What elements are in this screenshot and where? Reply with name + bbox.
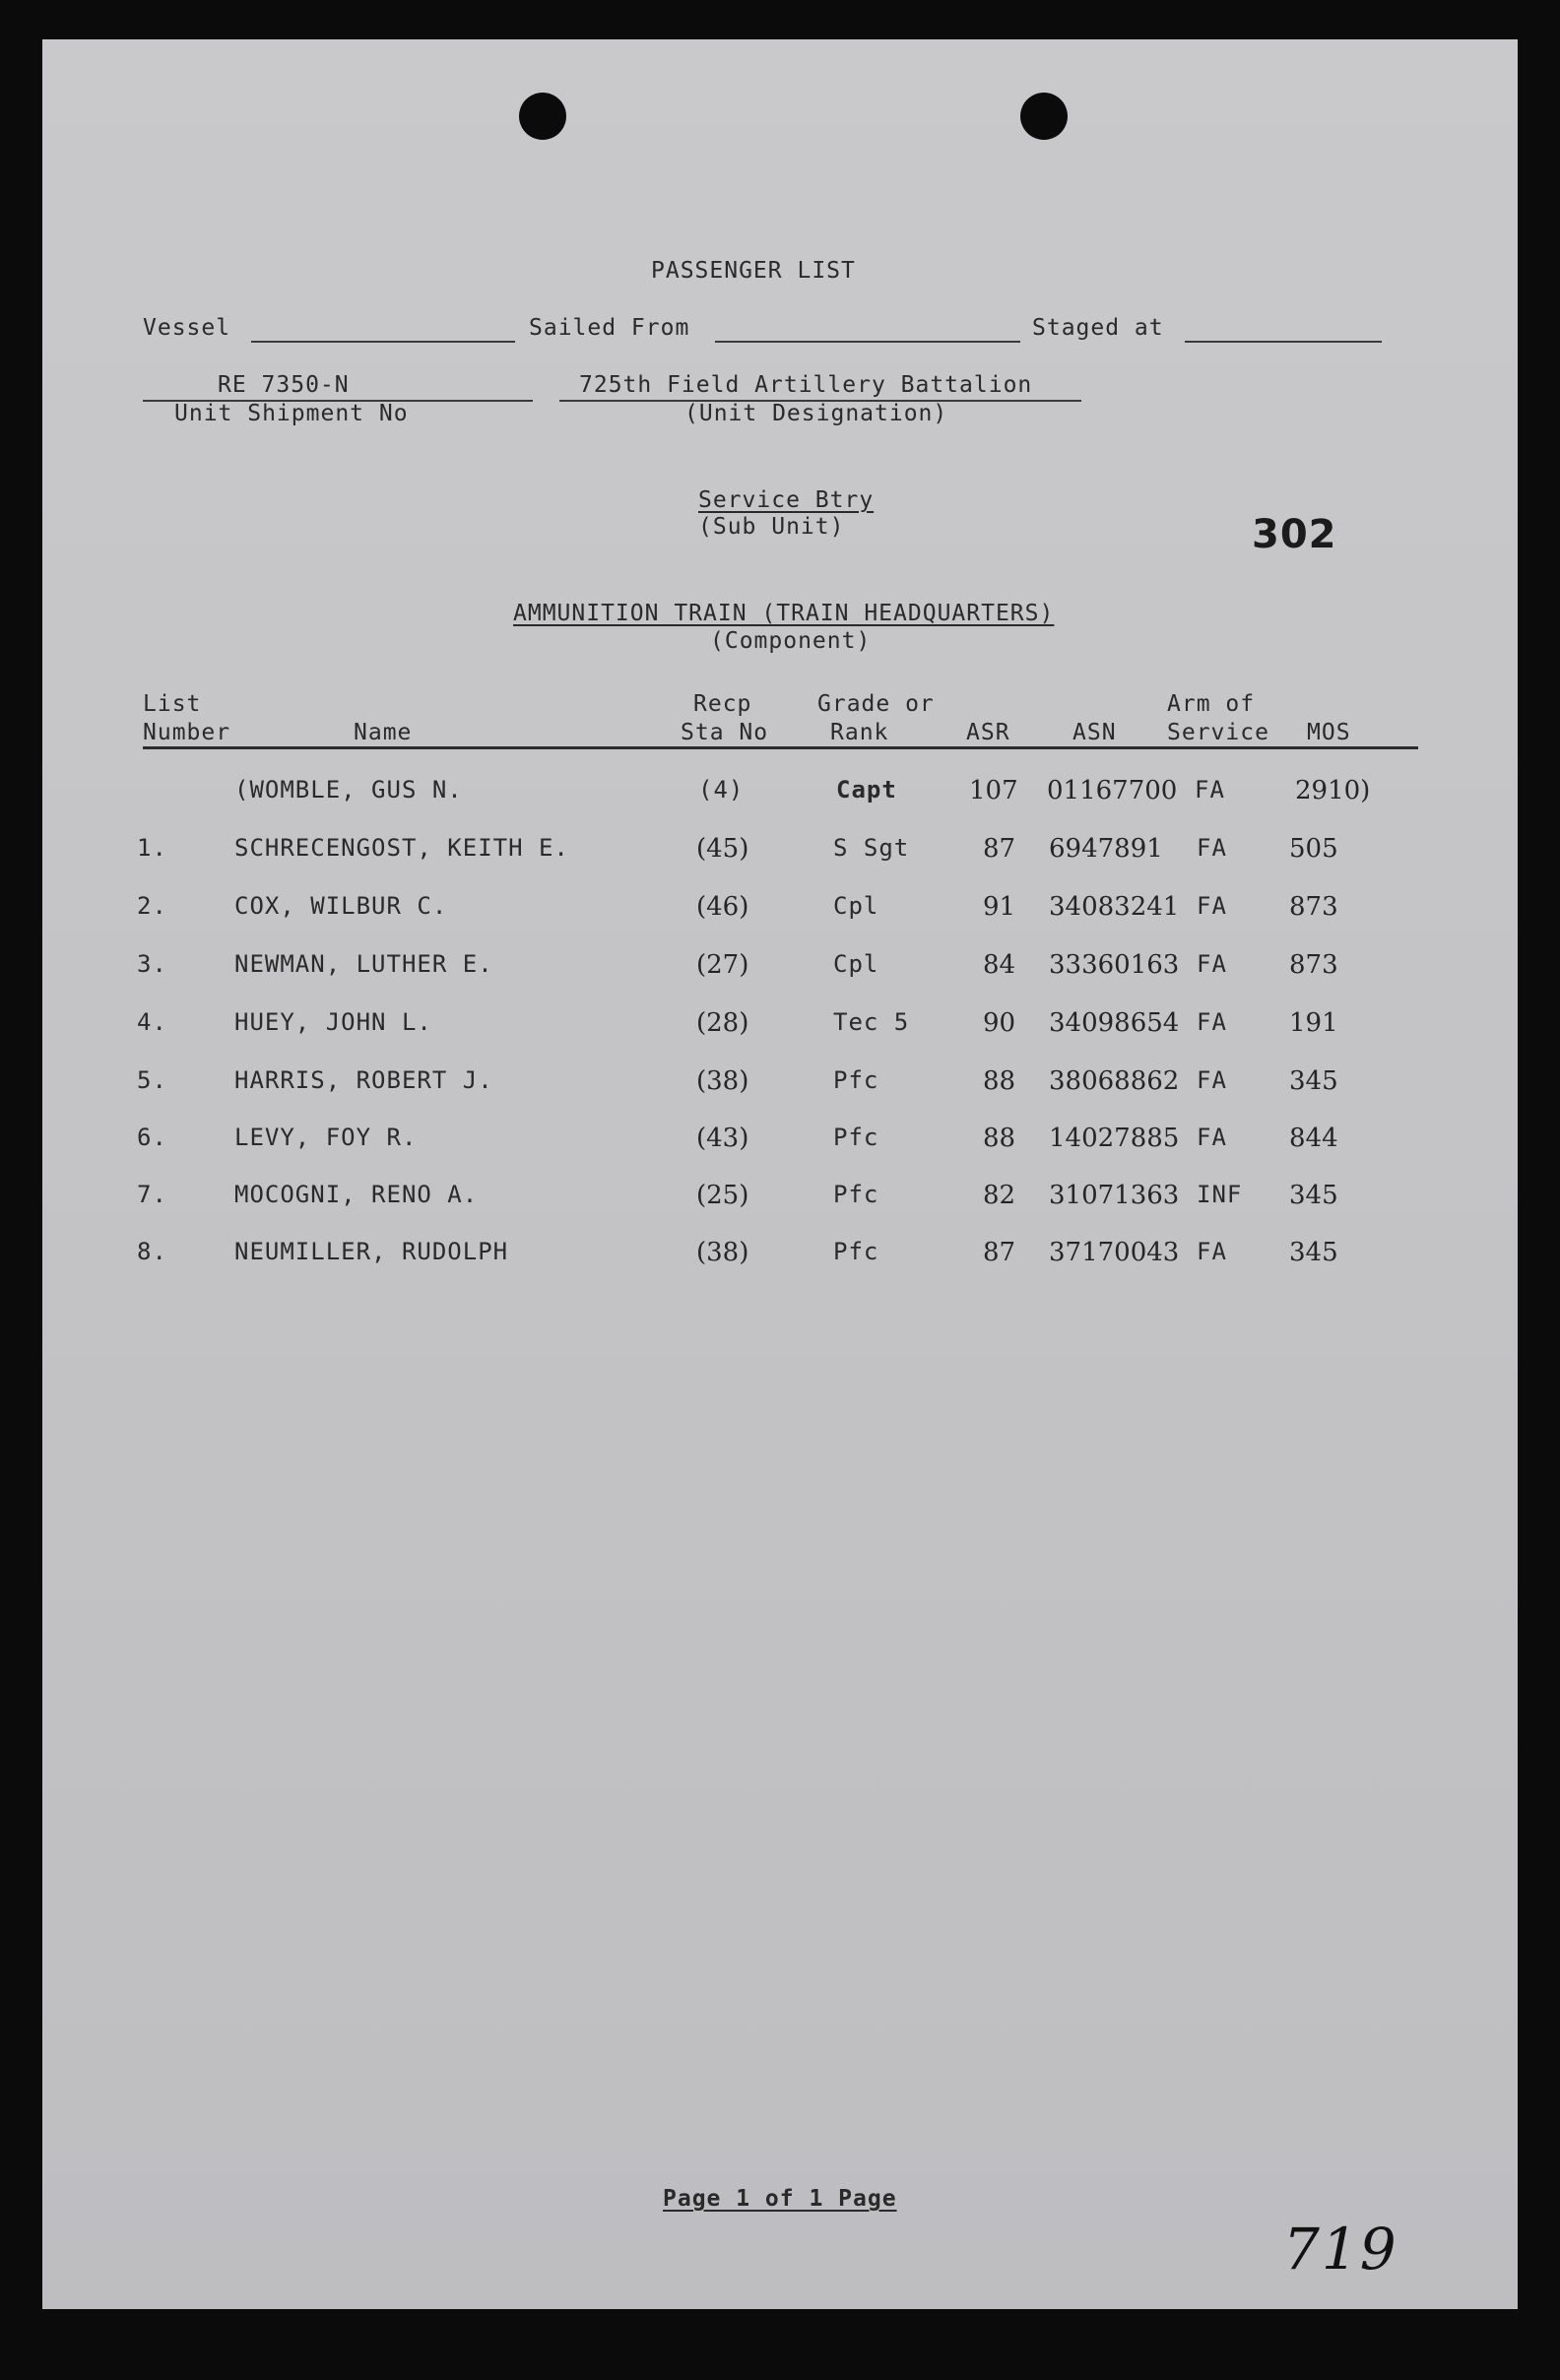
col-list-number-2: Number xyxy=(143,720,231,745)
cell-mos: 844 xyxy=(1289,1124,1338,1153)
cell-mos: 873 xyxy=(1289,892,1338,922)
cell-recp: (38) xyxy=(696,1238,749,1267)
cell-arm: FA xyxy=(1195,776,1225,804)
cell-mos: 345 xyxy=(1289,1066,1338,1096)
col-grade-2: Rank xyxy=(830,720,889,745)
table-row xyxy=(42,1008,1518,1048)
cell-mos: 345 xyxy=(1289,1238,1338,1267)
handwritten-number: 719 xyxy=(1283,2216,1398,2283)
cell-name: HUEY, JOHN L. xyxy=(234,1008,432,1036)
cell-recp: (45) xyxy=(696,834,749,864)
cell-asn: 14027885 xyxy=(1049,1124,1180,1153)
cell-asr: 90 xyxy=(983,1008,1016,1038)
cell-asn: 31071363 xyxy=(1049,1181,1180,1210)
cell-asn: 01167700 xyxy=(1047,776,1178,805)
page-title: PASSENGER LIST xyxy=(651,258,856,284)
sailed-from-field xyxy=(715,341,1020,343)
cell-grade: Pfc xyxy=(833,1066,879,1094)
table-row xyxy=(42,1181,1518,1220)
cell-recp: (4) xyxy=(698,776,745,804)
col-arm-1: Arm of xyxy=(1167,691,1256,717)
col-asr: ASR xyxy=(966,720,1010,745)
cell-grade: Cpl xyxy=(833,892,879,920)
cell-asr: 91 xyxy=(983,892,1016,922)
cell-asr: 107 xyxy=(969,776,1018,805)
table-row xyxy=(42,1238,1518,1277)
sub-unit-label: (Sub Unit) xyxy=(698,514,845,540)
sub-unit-value: Service Btry xyxy=(698,487,875,513)
cell-asn: 38068862 xyxy=(1049,1066,1180,1096)
staged-at-label: Staged at xyxy=(1032,315,1164,341)
punch-hole-left xyxy=(519,93,566,140)
cell-arm: FA xyxy=(1197,1124,1227,1151)
col-name: Name xyxy=(354,720,413,745)
cell-asn: 6947891 xyxy=(1049,834,1163,864)
cell-asr: 87 xyxy=(983,834,1016,864)
cell-name: LEVY, FOY R. xyxy=(234,1124,418,1151)
cell-num: 6. xyxy=(137,1124,167,1151)
cell-mos: 345 xyxy=(1289,1181,1338,1210)
punch-hole-right xyxy=(1020,93,1068,140)
cell-asr: 82 xyxy=(983,1181,1016,1210)
cell-num: 2. xyxy=(137,892,167,920)
cell-asr: 88 xyxy=(983,1124,1016,1153)
header-rule xyxy=(143,746,1418,749)
unit-designation-label: (Unit Designation) xyxy=(684,401,948,426)
cell-grade: Cpl xyxy=(833,950,879,978)
cell-arm: INF xyxy=(1197,1181,1243,1208)
cell-mos: 873 xyxy=(1289,950,1338,980)
table-row xyxy=(42,776,1518,815)
cell-name: MOCOGNI, RENO A. xyxy=(234,1181,479,1208)
cell-grade: S Sgt xyxy=(833,834,910,862)
cell-arm: FA xyxy=(1197,892,1227,920)
cell-name: COX, WILBUR C. xyxy=(234,892,448,920)
cell-num: 5. xyxy=(137,1066,167,1094)
component-value: AMMUNITION TRAIN (TRAIN HEADQUARTERS) xyxy=(513,601,1055,626)
cell-asr: 87 xyxy=(983,1238,1016,1267)
unit-shipment-label: Unit Shipment No xyxy=(174,401,409,426)
component-label: (Component) xyxy=(710,628,872,654)
cell-asn: 37170043 xyxy=(1049,1238,1180,1267)
cell-recp: (43) xyxy=(696,1124,749,1153)
cell-asn: 34083241 xyxy=(1049,892,1180,922)
col-grade-1: Grade or xyxy=(817,691,935,717)
cell-recp: (46) xyxy=(696,892,749,922)
passenger-list-sheet xyxy=(42,39,1518,2309)
col-asn: ASN xyxy=(1072,720,1117,745)
cell-num: 8. xyxy=(137,1238,167,1265)
cell-arm: FA xyxy=(1197,950,1227,978)
cell-grade: Capt xyxy=(836,776,897,804)
col-mos: MOS xyxy=(1307,720,1351,745)
cell-asr: 88 xyxy=(983,1066,1016,1096)
cell-asn: 33360163 xyxy=(1049,950,1180,980)
cell-num: 3. xyxy=(137,950,167,978)
cell-num: 7. xyxy=(137,1181,167,1208)
vessel-label: Vessel xyxy=(143,315,231,341)
vessel-field xyxy=(251,341,515,343)
table-row xyxy=(42,892,1518,932)
cell-grade: Pfc xyxy=(833,1238,879,1265)
table-row xyxy=(42,950,1518,990)
table-row xyxy=(42,1066,1518,1106)
col-recp-1: Recp xyxy=(693,691,752,717)
unit-designation-value: 725th Field Artillery Battalion xyxy=(579,372,1033,398)
cell-asn: 34098654 xyxy=(1049,1008,1180,1038)
cell-recp: (25) xyxy=(696,1181,749,1210)
cell-arm: FA xyxy=(1197,1066,1227,1094)
staged-at-field xyxy=(1185,341,1382,343)
cell-name: NEUMILLER, RUDOLPH xyxy=(234,1238,509,1265)
cell-num: 4. xyxy=(137,1008,167,1036)
cell-recp: (28) xyxy=(696,1008,749,1038)
table-row xyxy=(42,1124,1518,1163)
table-row xyxy=(42,834,1518,873)
col-arm-2: Service xyxy=(1167,720,1269,745)
col-list-number-1: List xyxy=(143,691,202,717)
cell-name: HARRIS, ROBERT J. xyxy=(234,1066,493,1094)
cell-grade: Pfc xyxy=(833,1181,879,1208)
sailed-from-label: Sailed From xyxy=(529,315,690,341)
cell-asr: 84 xyxy=(983,950,1016,980)
cell-mos: 2910) xyxy=(1295,776,1371,805)
cell-mos: 505 xyxy=(1289,834,1338,864)
cell-arm: FA xyxy=(1197,834,1227,862)
cell-grade: Pfc xyxy=(833,1124,879,1151)
cell-name: SCHRECENGOST, KEITH E. xyxy=(234,834,569,862)
col-recp-2: Sta No xyxy=(681,720,769,745)
cell-name: NEWMAN, LUTHER E. xyxy=(234,950,493,978)
page-number-label: Page 1 of 1 Page xyxy=(663,2186,897,2212)
cell-recp: (27) xyxy=(696,950,749,980)
cell-arm: FA xyxy=(1197,1008,1227,1036)
cell-grade: Tec 5 xyxy=(833,1008,910,1036)
unit-shipment-value: RE 7350-N xyxy=(218,372,350,398)
stamp-number: 302 xyxy=(1252,512,1337,557)
cell-num: 1. xyxy=(137,834,167,862)
cell-name: (WOMBLE, GUS N. xyxy=(234,776,463,804)
cell-mos: 191 xyxy=(1289,1008,1338,1038)
cell-recp: (38) xyxy=(696,1066,749,1096)
cell-arm: FA xyxy=(1197,1238,1227,1265)
